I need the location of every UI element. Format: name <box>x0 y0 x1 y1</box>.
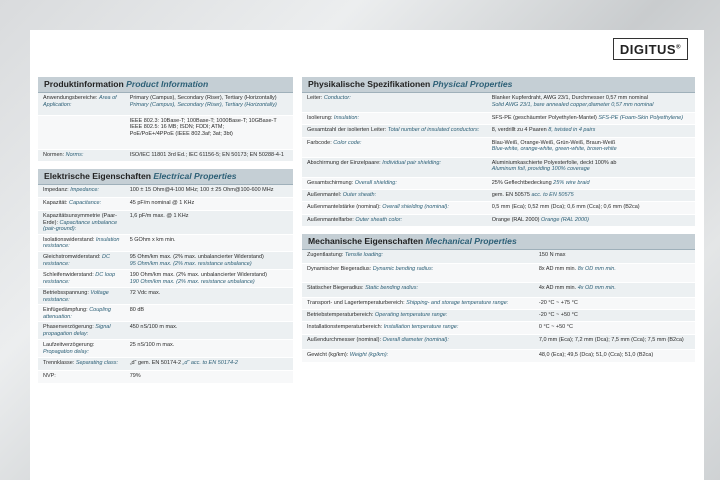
value-line <box>130 131 290 138</box>
value-de: ISO/IEC 11801 3rd Ed.; IEC 61156-5; EN 50173; EN 50288-4-1 <box>129 151 284 158</box>
value-line <box>130 342 290 349</box>
value-line <box>130 324 290 331</box>
label-de: Isolierung: <box>307 114 333 121</box>
value-de: 100 ± 15 Ohm@4-100 MHz; 100 ± 25 Ohm@100-600 MHz <box>129 186 274 193</box>
spec-row <box>302 350 695 363</box>
label-en: Area of Application: <box>43 95 117 108</box>
label-en: Coupling attenuation: <box>43 307 111 320</box>
label-en: Operating temperature range: <box>374 312 448 318</box>
spec-label <box>38 115 125 149</box>
value-de: „d“ gem. EN 50174-2 <box>129 359 182 366</box>
spec-value <box>125 93 293 115</box>
value-line <box>130 124 290 131</box>
datasheet <box>30 30 704 480</box>
label-de: Gleichstromwiderstand: <box>43 253 101 260</box>
label-de: Gesamtschirmung: <box>307 179 354 186</box>
label-en: Insulation resistance: <box>43 236 120 250</box>
value-line <box>130 373 290 380</box>
label-en: Impedance: <box>70 186 99 193</box>
spec-label <box>38 234 125 251</box>
spec-value <box>125 269 293 287</box>
value-line <box>130 307 290 314</box>
spec-label <box>38 322 125 340</box>
value-de: 1,6 pF/m max. @ 1 KHz <box>129 213 189 219</box>
value-de: IEEE 802.3: 10Base-T; 100Base-T; 1000Base-T; 10GBase-T <box>129 117 277 124</box>
spec-table <box>302 93 695 227</box>
value-line <box>539 285 692 292</box>
label-en: Tensile loading: <box>344 251 383 258</box>
spec-label <box>38 93 125 115</box>
label-de: Betriebstemperaturbereich: <box>307 312 374 318</box>
spec-label <box>302 335 534 350</box>
spec-label <box>38 287 125 304</box>
spec-label <box>38 149 125 161</box>
label-de: Kapazität: <box>43 200 68 206</box>
spec-label <box>38 251 125 269</box>
value-en: Aluminum foil, providing 100% coverage <box>491 166 590 173</box>
spec-row <box>302 177 695 189</box>
value-de: 45 pF/m nominal @ 1 KHz <box>129 200 195 206</box>
value-de: 25 nS/100 m max. <box>129 342 175 349</box>
label-de: Zugentlastung: <box>307 251 344 258</box>
spec-value <box>487 189 695 201</box>
label-de: Impedanz: <box>43 186 69 193</box>
label-de: Schleifenwiderstand: <box>43 271 94 278</box>
section-title-de: Produktinformation <box>44 79 124 89</box>
spec-value <box>125 340 293 357</box>
label-en: Overall shielding: <box>354 179 397 186</box>
spec-value <box>125 357 293 370</box>
value-line <box>130 95 290 102</box>
value-de: Aluminiumkaschierte Polyesterfolie, deckt 100% ab <box>491 159 617 166</box>
value-de: 190 Ohm/km max. (2% max. unbalancierter Widerstand) <box>129 271 267 278</box>
label-de: Außenmantelfarbe: <box>307 216 354 223</box>
spec-label <box>302 350 534 363</box>
label-de: Normen: <box>43 151 65 158</box>
spec-row <box>38 198 293 211</box>
value-line <box>492 115 692 122</box>
spec-label <box>302 124 487 137</box>
value-de: 72 Vdc max. <box>129 289 161 296</box>
spec-value <box>487 137 695 157</box>
spec-row <box>38 269 293 287</box>
label-en: Propagation delay: <box>43 348 89 355</box>
section-title-de: Mechanische Eigenschaften <box>308 235 424 246</box>
spec-row <box>38 370 293 383</box>
spec-value <box>534 250 695 264</box>
label-de: Betriebsspannung: <box>43 289 89 296</box>
label-en: Outer sheath: <box>342 191 377 198</box>
label-de: Dynamischer Biegeradius: <box>307 266 372 272</box>
value-line <box>130 118 290 125</box>
value-de: 150 N max <box>538 251 566 258</box>
label-de: Kapazitätsunsymmetrie (Paar-Erde): <box>43 213 117 226</box>
label-de: Trennklasse: <box>43 359 75 366</box>
value-de: 80 dB <box>129 307 145 314</box>
spec-label <box>302 157 487 177</box>
spec-value <box>487 124 695 137</box>
spec-row <box>38 185 293 198</box>
label-en: Capacitance unbalance (pair-ground): <box>43 219 118 233</box>
value-de: Blanker Kupferdraht, AWG 23/1, Durchmesser 0,57 mm nominal <box>491 95 649 101</box>
spec-label <box>302 214 487 226</box>
spec-value <box>534 350 695 363</box>
value-en: Primary (Campus), Secondary (Riser), Tertiary (Horizontally) <box>129 101 277 108</box>
value-line <box>130 360 290 367</box>
value-de: 8x AD mm min. <box>538 266 577 272</box>
spec-label <box>302 189 487 201</box>
value-de: -20 °C ~ +75 °C <box>538 300 578 306</box>
value-de: -20 °C ~ +50 °C <box>538 312 578 318</box>
value-line <box>130 272 290 279</box>
spec-label <box>302 322 534 335</box>
value-de: PoE/PoE+/4PPoE (IEEE 802.3af; 3at; 3bt) <box>129 130 233 137</box>
value-de: 4x AD mm min. <box>538 285 577 291</box>
value-en: acc. to EN 50575 <box>531 191 574 198</box>
label-en: Shipping- and storage temperature range: <box>406 300 509 306</box>
spec-value <box>125 211 293 235</box>
spec-value <box>125 322 293 340</box>
spec-row <box>302 310 695 322</box>
spec-row <box>302 189 695 201</box>
spec-row <box>302 264 695 283</box>
label-en: Installation temperature range: <box>383 324 459 330</box>
label-de: Phasenverzögerung: <box>43 324 94 331</box>
value-de: 95 Ohm/km max. (2% max. unbalancierter Widerstand) <box>129 253 264 260</box>
spec-label <box>38 370 125 383</box>
section-electrical <box>38 169 293 384</box>
label-en: Overall diameter (nominal): <box>382 337 449 343</box>
label-en: Signal propagation delay: <box>43 324 111 337</box>
spec-row <box>302 137 695 157</box>
spec-value <box>534 264 695 283</box>
section-title <box>302 77 695 93</box>
label-de: Isolationswiderstand: <box>43 236 95 243</box>
section-title-en: Product Information <box>126 79 209 89</box>
spec-value <box>534 310 695 322</box>
spec-row <box>302 112 695 124</box>
spec-value <box>125 305 293 322</box>
label-de: Laufzeitverzögerung: <box>43 342 95 349</box>
label-de: Leiter: <box>307 95 323 101</box>
spec-row <box>302 322 695 335</box>
section-title <box>38 169 293 185</box>
spec-value <box>487 157 695 177</box>
spec-label <box>38 357 125 370</box>
label-en: Total number of insulated conductors: <box>387 126 480 133</box>
label-en: Conductor: <box>323 95 351 101</box>
value-line <box>539 324 692 331</box>
spec-row <box>38 287 293 304</box>
value-en: „d“ acc. to EN 50174-2 <box>182 359 238 366</box>
spec-value <box>125 149 293 161</box>
spec-value <box>125 198 293 211</box>
spec-value <box>125 370 293 383</box>
spec-value <box>125 115 293 149</box>
value-de: 48,0 (Eca); 49,5 (Dca); 51,0 (Cca); 51,0 (B2ca) <box>538 352 654 358</box>
spec-label <box>302 137 487 157</box>
spec-value <box>534 335 695 350</box>
spec-value <box>534 283 695 298</box>
value-line <box>492 140 692 147</box>
value-de: gem. EN 50575 <box>491 191 530 198</box>
spec-row <box>302 201 695 214</box>
spec-row <box>302 93 695 112</box>
spec-row <box>38 340 293 357</box>
spec-label <box>302 250 534 264</box>
value-line <box>130 279 290 286</box>
value-line <box>492 146 692 153</box>
spec-value <box>487 112 695 124</box>
value-en: SFS-PE (Foam-Skin Polyethylene) <box>598 114 684 121</box>
label-de: Einfügedämpfung: <box>43 307 88 314</box>
section-title-de: Physikalische Spezifikationen <box>308 79 431 89</box>
label-de: Installationstemperaturbereich: <box>307 324 383 330</box>
spec-label <box>38 211 125 235</box>
label-de: Statischer Biegeradius: <box>307 285 364 291</box>
value-en: Orange (RAL 2000) <box>541 216 589 223</box>
value-line <box>130 213 290 220</box>
spec-value <box>487 214 695 226</box>
spec-label <box>302 283 534 298</box>
spec-label <box>302 264 534 283</box>
spec-label <box>38 340 125 357</box>
label-de: Außendurchmesser (nominal): <box>307 337 381 343</box>
label-de: Außenmantelstärke (nominal): <box>307 203 381 210</box>
right-column <box>302 77 695 363</box>
spec-row <box>302 124 695 137</box>
spec-row <box>302 214 695 226</box>
value-line <box>539 300 692 307</box>
spec-value <box>487 201 695 214</box>
value-en: Blue-white, orange-white, green-white, brown-white <box>491 146 617 153</box>
value-de: Orange (RAL 2000) <box>491 216 540 223</box>
label-en: Insulation: <box>333 114 359 121</box>
label-en: Color code: <box>333 139 362 146</box>
label-en: DC resistance: <box>43 253 110 267</box>
spec-row <box>302 298 695 310</box>
section-title <box>302 234 695 250</box>
spec-row <box>38 234 293 251</box>
spec-label <box>38 305 125 322</box>
value-en: Solid AWG 23/1, bare annealed copper,diameter 0,57 mm nominal <box>491 101 654 108</box>
label-en: Outer sheath color: <box>355 216 403 223</box>
section-title-en: Electrical Properties <box>153 170 237 181</box>
spec-label <box>302 177 487 189</box>
spec-row <box>38 251 293 269</box>
label-de: NVP: <box>43 372 56 379</box>
spec-row <box>38 93 293 115</box>
value-en: 8x OD mm min. <box>577 266 616 272</box>
spec-label <box>302 310 534 322</box>
spec-row <box>302 283 695 298</box>
spec-value <box>125 287 293 304</box>
value-line <box>130 102 290 109</box>
section-title <box>38 77 293 93</box>
spec-value <box>125 185 293 198</box>
label-de: Gewicht (kg/km): <box>307 352 349 358</box>
label-en: DC loop resistance: <box>43 271 116 285</box>
value-en: 25% wire braid <box>553 179 590 186</box>
value-line <box>492 102 692 109</box>
value-line <box>539 352 692 359</box>
value-de: 25% Geflechtbedeckung <box>491 179 552 186</box>
spec-row <box>302 250 695 264</box>
value-de: SFS-PE (geschäumter Polyethylen-Mantel) <box>491 114 597 121</box>
value-line <box>130 261 290 268</box>
spec-label <box>302 112 487 124</box>
spec-row <box>38 305 293 322</box>
spec-label <box>302 93 487 112</box>
label-en: Dynamic bending radius: <box>372 266 434 272</box>
label-de: Abschirmung der Einzelpaare: <box>307 159 381 166</box>
value-line <box>492 192 692 199</box>
spec-row <box>38 115 293 149</box>
label-en: Separating class: <box>75 359 119 366</box>
left-column <box>38 77 293 384</box>
value-line <box>492 204 692 211</box>
spec-label <box>38 185 125 198</box>
label-en: Overall shielding (nominal): <box>382 203 449 210</box>
value-de: 79% <box>129 372 141 379</box>
value-de: 8, verdrillt zu 4 Paaren <box>491 126 547 133</box>
value-de: 5 GOhm x km min. <box>129 236 176 243</box>
spec-row <box>302 157 695 177</box>
section-mechanical <box>302 234 695 364</box>
value-line <box>492 166 692 173</box>
spec-row <box>302 335 695 350</box>
value-de: 7,0 mm (Eca); 7,2 mm (Dca); 7,5 mm (Cca); 7,5 mm (B2ca) <box>538 337 684 343</box>
value-en: 4x OD mm min. <box>577 285 616 291</box>
value-de: Primary (Campus), Secondary (Riser), Tertiary (Horizontally) <box>129 95 277 101</box>
value-line <box>492 127 692 134</box>
label-en: Capacitance: <box>69 200 102 206</box>
value-line <box>130 152 290 159</box>
section-product-info <box>38 77 293 162</box>
spec-label <box>38 269 125 287</box>
section-title-de: Elektrische Eigenschaften <box>44 170 151 181</box>
value-line <box>130 187 290 194</box>
value-de: IEEE 802.5: 16 MB; ISDN; FDDI; ATM; <box>129 124 225 131</box>
value-line <box>492 180 692 187</box>
value-en: 190 Ohm/km max. (2% max. resistance unbalance) <box>129 278 255 285</box>
spec-value <box>534 298 695 310</box>
value-line <box>130 290 290 297</box>
spec-row <box>38 322 293 340</box>
value-line <box>130 200 290 207</box>
label-en: Norms: <box>65 151 84 158</box>
spec-label <box>302 201 487 214</box>
spec-row <box>38 211 293 235</box>
label-de: Transport- und Lagertemperaturbereich: <box>307 300 405 306</box>
spec-value <box>487 93 695 112</box>
value-de: Blau-Weiß, Orange-Weiß, Grün-Weiß, Braun-Weiß <box>491 139 616 146</box>
spec-row <box>38 149 293 161</box>
section-title-en: Physical Properties <box>432 79 513 89</box>
label-de: Gesamtzahl der isolierten Leiter: <box>307 126 387 133</box>
value-line <box>539 337 692 344</box>
value-en: 8, twisted in 4 pairs <box>548 126 596 133</box>
value-line <box>130 237 290 244</box>
value-line <box>539 312 692 319</box>
value-en: 95 Ohm/km max. (2% max. resistance unbalance) <box>129 260 252 267</box>
spec-value <box>487 177 695 189</box>
value-line <box>492 217 692 224</box>
spec-table <box>38 185 293 384</box>
spec-table <box>38 93 293 162</box>
label-de: Außenmantel: <box>307 191 342 198</box>
value-de: 0,5 mm (Eca); 0,52 mm (Dca); 0,6 mm (Cca); 0,6 mm (B2ca) <box>491 203 640 210</box>
spec-row <box>38 357 293 370</box>
value-line <box>539 252 692 259</box>
value-line <box>492 95 692 102</box>
spec-value <box>125 234 293 251</box>
spec-value <box>534 322 695 335</box>
value-line <box>492 160 692 167</box>
label-en: Static bending radius: <box>365 285 418 291</box>
label-en: Individual pair shielding: <box>382 159 441 166</box>
value-line <box>539 266 692 273</box>
value-line <box>130 254 290 261</box>
digitus-logo: DIGITUS® <box>613 38 688 60</box>
label-de: Anwendungsbereiche: <box>43 95 98 101</box>
spec-label <box>302 298 534 310</box>
section-physical <box>302 77 695 227</box>
spec-table <box>302 250 695 364</box>
section-title-en: Mechanical Properties <box>425 235 517 246</box>
label-de: Farbcode: <box>307 139 332 146</box>
value-de: 0 °C ~ +50 °C <box>538 324 573 330</box>
label-en: Weight (kg/km): <box>349 352 389 358</box>
value-de: 450 nS/100 m max. <box>129 324 178 331</box>
spec-label <box>38 198 125 211</box>
spec-value <box>125 251 293 269</box>
label-en: Voltage resistance: <box>43 289 109 303</box>
